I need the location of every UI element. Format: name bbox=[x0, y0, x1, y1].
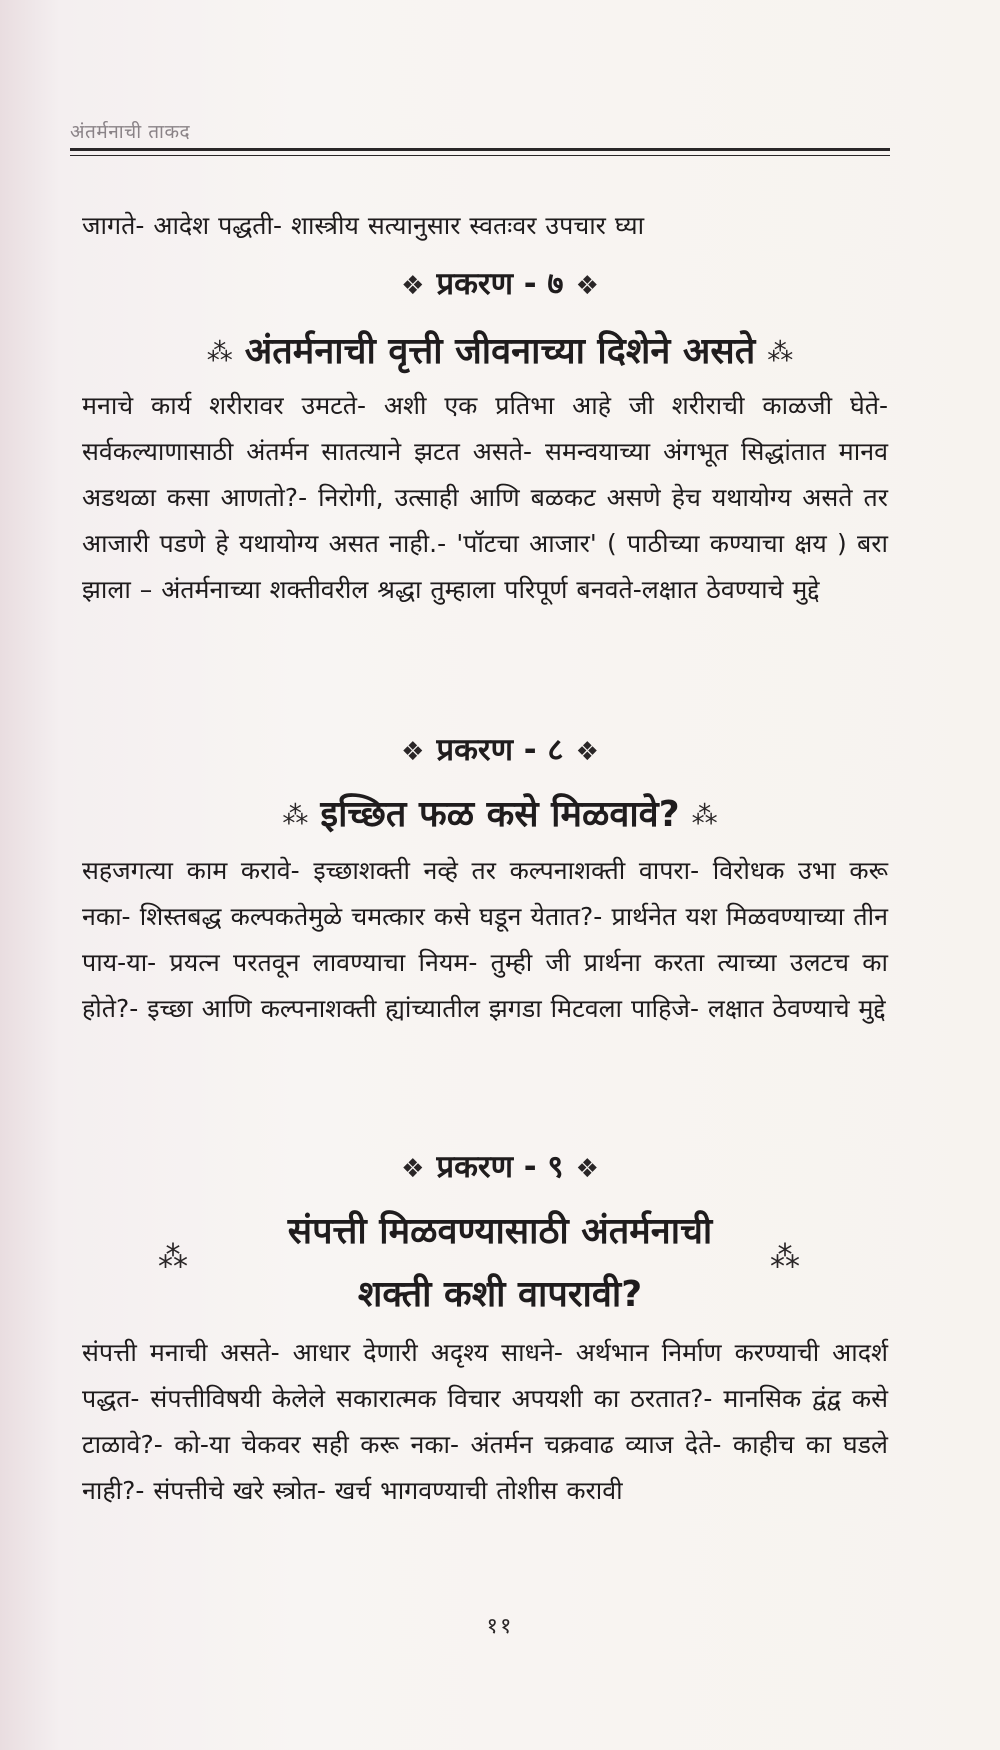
chapter-7-body: मनाचे कार्य शरीरावर उमटते- अशी एक प्रतिभा आहे जी शरीराची काळजी घेते- सर्वकल्याणासाठी अंतर्मन सातत्याने झटत असते- समन्वयाच्या अंगभूत सिद्धांतात मानव अडथळा कसा आणतो?- निरोगी, उत्साही आणि बळकट असणे हेच यथायोग्य असते तर आजारी पडणे हे यथायोग्य असत नाही.- 'पॉटचा आजार' ( पाठीच्या कण्याचा क्षय ) बरा झाला – अंतर्मनाच्या शक्तीवरील श्रद्धा तुम्हाला परिपूर्ण बनवते-लक्षात ठेवण्याचे मुद्दे bbox=[82, 391, 888, 604]
chapter-9-label: प्रकरण - ९ bbox=[436, 1149, 564, 1185]
running-head: अंतर्मनाची ताकद bbox=[70, 121, 191, 143]
ornament-flourish-icon: ⁂ bbox=[282, 801, 309, 831]
header-rule-thin bbox=[70, 155, 890, 156]
ornament-diamond-icon: ❖ bbox=[401, 736, 425, 767]
ornament-diamond-icon: ❖ bbox=[575, 736, 599, 767]
ornament-flourish-left-icon: ⁂ bbox=[158, 1240, 188, 1275]
page-number: ११ bbox=[486, 1614, 514, 1639]
chapter-7-title-text: अंतर्मनाची वृत्ती जीवनाच्या दिशेने असते bbox=[244, 331, 756, 372]
chapter-9-heading bbox=[0, 1145, 1000, 1187]
chapter-8-title-text: इच्छित फळ कसे मिळवावे? bbox=[320, 794, 680, 835]
ornament-diamond-icon: ❖ bbox=[401, 270, 425, 301]
ornament-diamond-icon: ❖ bbox=[575, 270, 599, 301]
chapter-7-label: प्रकरण - ७ bbox=[436, 266, 564, 302]
ornament-diamond-icon: ❖ bbox=[401, 1153, 425, 1184]
chapter-8-title bbox=[0, 788, 1000, 837]
ornament-flourish-right-icon: ⁂ bbox=[770, 1240, 800, 1275]
chapter-9-body: संपत्ती मनाची असते- आधार देणारी अदृश्य साधने- अर्थभान निर्माण करण्याची आदर्श पद्धत- संपत्तीविषयी केलेले सकारात्मक विचार अपयशी का ठरतात?- मानसिक द्वंद्व कसे टाळावे?- को-या चेकवर सही करू नका- अंतर्मन चक्रवाढ व्याज देते- काहीच का घडले नाही?- संपत्तीचे खरे स्त्रोत- खर्च भागवण्याची तोशीस करावी bbox=[82, 1338, 888, 1505]
chapter-7-heading bbox=[0, 262, 1000, 304]
ornament-flourish-icon: ⁂ bbox=[691, 801, 718, 831]
chapter-7-title bbox=[0, 325, 1000, 374]
chapter-8-heading bbox=[0, 728, 1000, 770]
ornament-flourish-icon: ⁂ bbox=[767, 338, 794, 368]
chapter-8-label: प्रकरण - ८ bbox=[436, 732, 564, 768]
chapter-9-title-line1: संपत्ती मिळवण्यासाठी अंतर्मनाची bbox=[287, 1211, 713, 1252]
ornament-flourish-icon: ⁂ bbox=[206, 338, 233, 368]
chapter-8-body: सहजगत्या काम करावे- इच्छाशक्ती नव्हे तर कल्पनाशक्ती वापरा- विरोधक उभा करू नका- शिस्तबद्ध कल्पकतेमुळे चमत्कार कसे घडून येतात?- प्रार्थनेत यश मिळवण्याच्या तीन पाय-या- प्रयत्न परतवून लावण्याचा नियम- तुम्ही जी प्रार्थना करता त्याच्या उलटच का होते?- इच्छा आणि कल्पनाशक्ती ह्यांच्यातील झगडा मिटवला पाहिजे- लक्षात ठेवण्याचे मुद्दे bbox=[82, 856, 888, 1023]
top-continuation-line: जागते- आदेश पद्धती- शास्त्रीय सत्यानुसार स्वतःवर उपचार घ्या bbox=[82, 211, 645, 240]
chapter-9-title-line2: शक्ती कशी वापरावी? bbox=[357, 1274, 643, 1315]
ornament-diamond-icon: ❖ bbox=[575, 1153, 599, 1184]
header-rule-thick bbox=[70, 148, 890, 151]
